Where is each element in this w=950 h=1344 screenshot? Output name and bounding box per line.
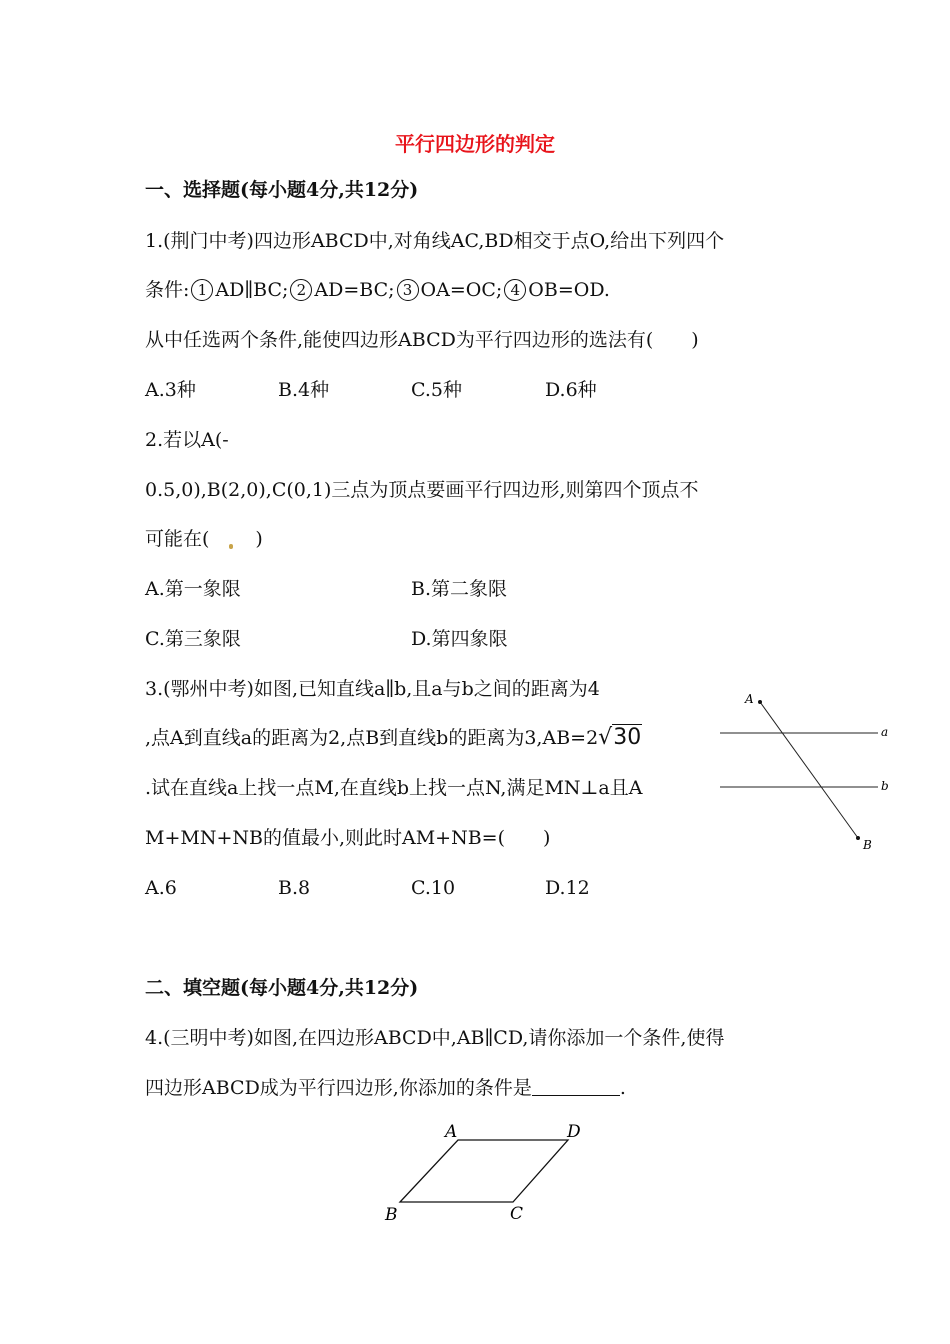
q3-line3: .试在直线a上找一点M,在直线b上找一点N,满足MN⊥a且A — [145, 777, 643, 799]
segment-ab — [760, 702, 858, 838]
q2-choice-a: A.第一象限 — [145, 578, 241, 600]
section-heading-choice: 一、选择题(每小题4分,共12分) — [145, 179, 419, 201]
q2-choice-c: C.第三象限 — [145, 628, 241, 650]
label-line-b: b — [881, 779, 889, 793]
q4-line2-period: . — [619, 1077, 626, 1099]
q3-choice-c: C.10 — [411, 877, 456, 899]
answer-blank[interactable] — [532, 1077, 620, 1096]
q3-line2 — [145, 726, 642, 750]
sqrt-radicand: 30 — [613, 725, 642, 750]
q4-figure — [378, 1115, 598, 1230]
q3-choice-b: B.8 — [278, 877, 311, 899]
q1-line1: 1.(荆门中考)四边形ABCD中,对角线AC,BD相交于点O,给出下列四个 — [145, 230, 725, 252]
label-vertex-b: B — [385, 1205, 398, 1225]
q2-line3 — [145, 527, 263, 551]
label-vertex-d: D — [567, 1122, 581, 1142]
q1-line3: 从中任选两个条件,能使四边形ABCD为平行四边形的选法有( ) — [145, 329, 699, 351]
q1-conditions-prefix: 条件: — [145, 279, 190, 301]
q4-line1: 4.(三明中考)如图,在四边形ABCD中,AB∥CD,请你添加一个条件,使得 — [145, 1027, 725, 1049]
stray-dot — [229, 544, 233, 549]
q1-choice-a: A.3种 — [145, 379, 196, 401]
q3-figure — [715, 685, 895, 855]
q2-choice-d: D.第四象限 — [411, 628, 508, 650]
label-point-a: A — [745, 692, 754, 706]
section-heading-fill: 二、填空题(每小题4分,共12分) — [145, 977, 419, 999]
q1-choice-b: B.4种 — [278, 379, 330, 401]
label-vertex-a: A — [445, 1122, 458, 1142]
q1-condition-3: OA=OC; — [420, 279, 503, 301]
circled-number-1: 1 — [191, 279, 213, 301]
circled-number-2: 2 — [290, 279, 312, 301]
q4-line2 — [145, 1076, 626, 1100]
q1-condition-2: AD=BC; — [314, 279, 395, 301]
sqrt-expression: √30 — [598, 725, 642, 750]
q3-choice-a: A.6 — [145, 877, 177, 899]
q3-line1: 3.(鄂州中考)如图,已知直线a∥b,且a与b之间的距离为4 — [145, 678, 600, 700]
q1-condition-1: AD∥BC; — [215, 279, 289, 301]
point-b — [856, 836, 860, 840]
page-title: 平行四边形的判定 — [395, 132, 555, 156]
q1-choice-d: D.6种 — [545, 379, 597, 401]
q3-line2-text: ,点A到直线a的距离为2,点B到直线b的距离为3,AB=2 — [145, 727, 599, 749]
label-vertex-c: C — [510, 1204, 524, 1224]
q1-line2 — [145, 278, 610, 302]
q1-condition-4: OB=OD. — [528, 279, 610, 301]
q4-line2-text: 四边形ABCD成为平行四边形,你添加的条件是 — [145, 1077, 532, 1099]
q2-answer-close: ) — [255, 528, 263, 550]
q3-line4: M+MN+NB的值最小,则此时AM+NB=( ) — [145, 827, 551, 849]
q1-choice-c: C.5种 — [411, 379, 462, 401]
label-point-b: B — [863, 838, 872, 852]
circled-number-3: 3 — [397, 279, 419, 301]
q2-line1: 2.若以A(- — [145, 429, 229, 451]
label-line-a: a — [881, 725, 889, 739]
point-a — [758, 700, 762, 704]
q2-line2: 0.5,0),B(2,0),C(0,1)三点为顶点要画平行四边形,则第四个顶点不 — [145, 479, 699, 501]
parallelogram-abcd — [400, 1140, 568, 1202]
circled-number-4: 4 — [504, 279, 526, 301]
q2-answer-open: 可能在( — [145, 528, 210, 550]
q3-choice-d: D.12 — [545, 877, 590, 899]
q2-choice-b: B.第二象限 — [411, 578, 508, 600]
